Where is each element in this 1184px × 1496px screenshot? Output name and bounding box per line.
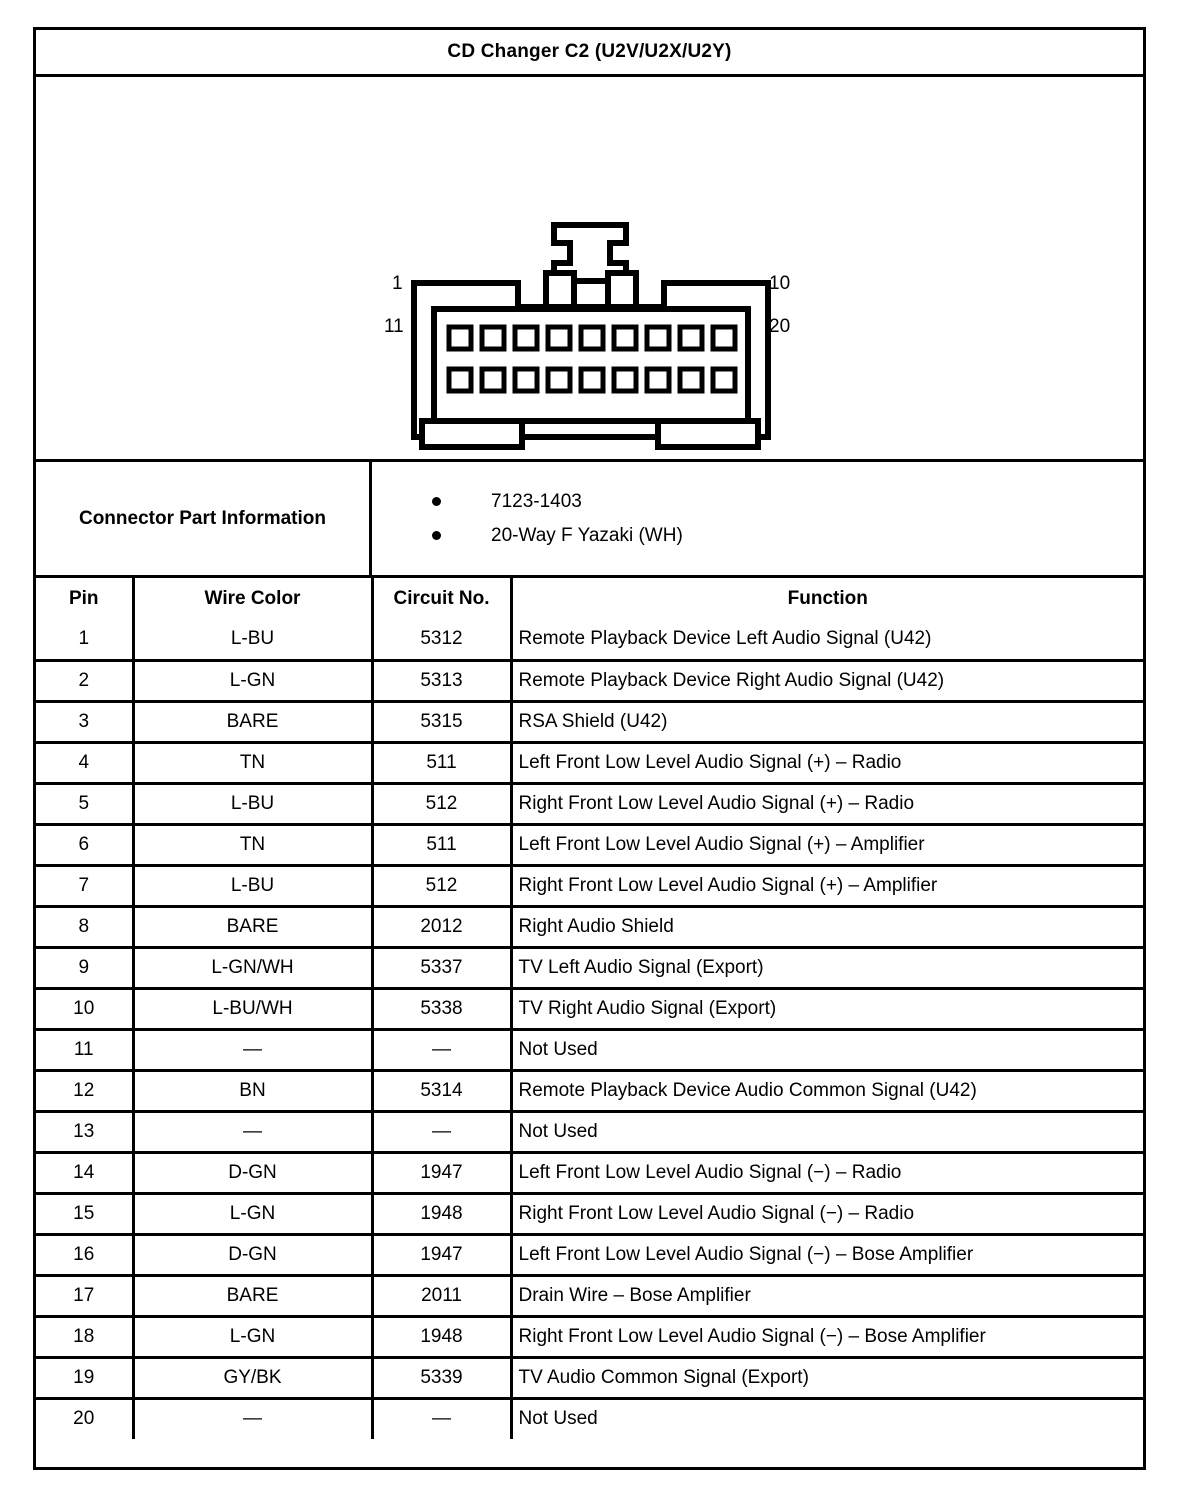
list-item [432, 519, 1143, 553]
connector-illustration [36, 77, 1143, 459]
bullet-icon [432, 497, 441, 506]
table-row [36, 1357, 1143, 1398]
table-row [36, 1275, 1143, 1316]
cell-wire-color: GY/BK [133, 1357, 372, 1398]
cell-function: Right Front Low Level Audio Signal (−) – Radio [511, 1193, 1143, 1234]
cell-circuit-no: 5313 [372, 660, 511, 701]
cell-wire-color: L-GN [133, 660, 372, 701]
cell-wire-color: D-GN [133, 1234, 372, 1275]
cell-circuit-no: 1947 [372, 1152, 511, 1193]
cell-pin: 18 [36, 1316, 133, 1357]
table-row [36, 1152, 1143, 1193]
sheet-title [36, 30, 1143, 77]
cell-function: RSA Shield (U42) [511, 701, 1143, 742]
connector-diagram-area [36, 77, 1143, 462]
cell-function: Left Front Low Level Audio Signal (+) – Radio [511, 742, 1143, 783]
cell-pin: 1 [36, 619, 133, 660]
column-header-circuit-no: Circuit No. [372, 578, 511, 619]
list-item [432, 485, 1143, 519]
cell-function: Not Used [511, 1111, 1143, 1152]
cell-circuit-no: 5337 [372, 947, 511, 988]
cell-wire-color: L-BU/WH [133, 988, 372, 1029]
pin-table-wrapper [36, 578, 1143, 1467]
table-row [36, 1398, 1143, 1439]
cell-function: TV Audio Common Signal (Export) [511, 1357, 1143, 1398]
cell-pin: 3 [36, 701, 133, 742]
table-row [36, 824, 1143, 865]
table-header-row [36, 578, 1143, 619]
pin-table-body [36, 619, 1143, 1439]
cell-circuit-no: 5314 [372, 1070, 511, 1111]
cell-circuit-no: — [372, 1111, 511, 1152]
page-title: CD Changer C2 (U2V/U2X/U2Y) [447, 41, 732, 62]
table-row [36, 1070, 1143, 1111]
cell-circuit-no: 1948 [372, 1316, 511, 1357]
cell-function: Left Front Low Level Audio Signal (+) – Amplifier [511, 824, 1143, 865]
part-description: 20-Way F Yazaki (WH) [491, 524, 683, 546]
cell-wire-color: L-BU [133, 619, 372, 660]
table-row [36, 906, 1143, 947]
connector-svg [36, 77, 1143, 453]
table-row [36, 1316, 1143, 1357]
column-header-function: Function [787, 587, 868, 609]
cell-circuit-no: 5338 [372, 988, 511, 1029]
bullet-icon [432, 531, 441, 540]
cell-function: Remote Playback Device Right Audio Signal (U42) [511, 660, 1143, 701]
diagram-pin-label-11: 11 [384, 316, 404, 337]
cell-wire-color: BARE [133, 906, 372, 947]
cell-circuit-no: — [372, 1029, 511, 1070]
cell-function: TV Right Audio Signal (Export) [511, 988, 1143, 1029]
connector-part-information-label: Connector Part Information [36, 462, 372, 575]
connector-sheet [33, 27, 1146, 1470]
diagram-pin-label-10: 10 [769, 273, 791, 294]
cell-circuit-no: — [372, 1398, 511, 1439]
cell-function: Left Front Low Level Audio Signal (−) – Bose Amplifier [511, 1234, 1143, 1275]
table-row [36, 865, 1143, 906]
diagram-pin-label-1: 1 [392, 273, 403, 294]
cell-function: Remote Playback Device Audio Common Signal (U42) [511, 1070, 1143, 1111]
table-row [36, 701, 1143, 742]
cell-circuit-no: 511 [372, 824, 511, 865]
cell-wire-color: L-GN [133, 1193, 372, 1234]
cell-circuit-no: 1947 [372, 1234, 511, 1275]
cell-circuit-no: 2012 [372, 906, 511, 947]
cell-wire-color: BARE [133, 701, 372, 742]
cell-function: Not Used [518, 1408, 598, 1430]
cell-wire-color: — [133, 1398, 372, 1439]
table-row [36, 1029, 1143, 1070]
cell-function: TV Left Audio Signal (Export) [511, 947, 1143, 988]
cell-pin: 10 [36, 988, 133, 1029]
table-row [36, 988, 1143, 1029]
cell-wire-color: L-GN/WH [133, 947, 372, 988]
connector-part-information-row [36, 462, 1143, 578]
column-header-pin: Pin [36, 578, 133, 619]
cell-wire-color: TN [133, 742, 372, 783]
cell-wire-color: D-GN [133, 1152, 372, 1193]
cell-circuit-no: 1948 [372, 1193, 511, 1234]
cell-wire-color: BARE [133, 1275, 372, 1316]
table-row [36, 1234, 1143, 1275]
cell-pin: 16 [36, 1234, 133, 1275]
cell-function: Not Used [511, 1029, 1143, 1070]
cell-circuit-no: 512 [372, 865, 511, 906]
cell-wire-color: L-BU [133, 865, 372, 906]
cell-pin: 7 [36, 865, 133, 906]
cell-circuit-no: 511 [372, 742, 511, 783]
cell-circuit-no: 5312 [372, 619, 511, 660]
cell-function: Right Front Low Level Audio Signal (−) – Bose Amplifier [511, 1316, 1143, 1357]
cell-pin: 12 [36, 1070, 133, 1111]
table-row [36, 1193, 1143, 1234]
cell-pin: 13 [36, 1111, 133, 1152]
cell-function: Left Front Low Level Audio Signal (−) – Radio [511, 1152, 1143, 1193]
cell-pin: 19 [36, 1357, 133, 1398]
cell-pin: 5 [36, 783, 133, 824]
table-row [36, 742, 1143, 783]
cell-pin: 14 [36, 1152, 133, 1193]
cell-function: Remote Playback Device Left Audio Signal (U42) [511, 619, 1143, 660]
cell-function: Right Front Low Level Audio Signal (+) – Radio [511, 783, 1143, 824]
cell-pin: 8 [36, 906, 133, 947]
cell-circuit-no: 5315 [372, 701, 511, 742]
table-row [36, 660, 1143, 701]
pin-table [36, 578, 1143, 1439]
cell-circuit-no: 2011 [372, 1275, 511, 1316]
table-row [36, 947, 1143, 988]
cell-function: Drain Wire – Bose Amplifier [511, 1275, 1143, 1316]
part-number: 7123-1403 [491, 490, 582, 512]
cell-circuit-no: 5339 [372, 1357, 511, 1398]
cell-circuit-no: 512 [372, 783, 511, 824]
cell-pin: 6 [36, 824, 133, 865]
cell-pin: 4 [36, 742, 133, 783]
connector-part-information-list [372, 462, 1143, 575]
table-row [36, 783, 1143, 824]
cell-pin: 2 [36, 660, 133, 701]
cell-wire-color: — [133, 1029, 372, 1070]
cell-pin: 9 [36, 947, 133, 988]
table-row [36, 1111, 1143, 1152]
table-row [36, 619, 1143, 660]
cell-function: Right Front Low Level Audio Signal (+) – Amplifier [511, 865, 1143, 906]
column-header-wire-color: Wire Color [133, 578, 372, 619]
cell-wire-color: TN [133, 824, 372, 865]
cell-pin: 17 [36, 1275, 133, 1316]
cell-wire-color: BN [133, 1070, 372, 1111]
cell-pin: 20 [36, 1398, 133, 1439]
cell-wire-color: — [133, 1111, 372, 1152]
cell-pin: 11 [36, 1029, 133, 1070]
diagram-pin-label-20: 20 [769, 316, 791, 337]
cell-wire-color: L-GN [133, 1316, 372, 1357]
cell-pin: 15 [36, 1193, 133, 1234]
cell-function: Right Audio Shield [511, 906, 1143, 947]
cell-wire-color: L-BU [133, 783, 372, 824]
